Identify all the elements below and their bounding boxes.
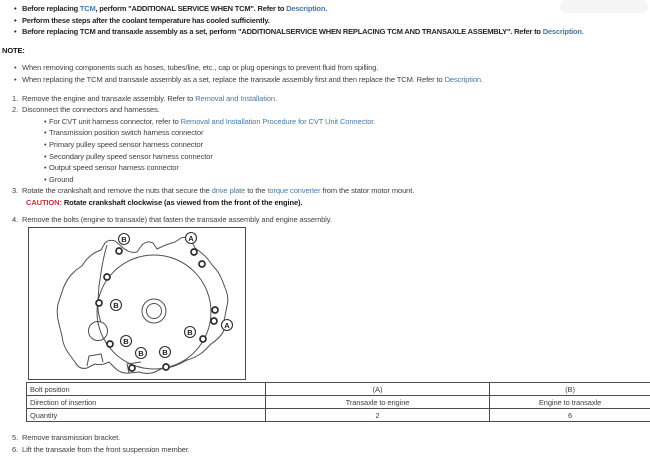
bolt-marker <box>199 261 205 267</box>
svg-text:B: B <box>123 336 129 346</box>
text-segment: Transmission position switch harness connector <box>49 128 204 138</box>
svg-text:B: B <box>121 234 127 244</box>
crank-hub-inner <box>147 304 162 319</box>
link[interactable]: TCM <box>79 4 96 13</box>
bolt-label-B <box>111 300 122 311</box>
step-number: 1. <box>12 93 19 103</box>
text-segment: Lift the transaxle from the front suspension member. <box>22 444 190 454</box>
note-heading: NOTE: <box>2 45 25 55</box>
connector-item <box>2 116 650 128</box>
table-cell: 6 <box>490 409 650 422</box>
link[interactable]: drive plate <box>211 186 246 196</box>
bolt-marker <box>163 364 169 370</box>
text-segment: Remove transmission bracket. <box>22 433 121 443</box>
procedure-steps <box>2 93 650 456</box>
table-cell: (A) <box>266 383 490 396</box>
step-text <box>22 215 332 224</box>
text-segment: Disconnect the connectors and harnesses. <box>22 105 160 115</box>
svg-text:B: B <box>113 300 119 310</box>
transaxle-diagram-svg <box>29 228 245 379</box>
link[interactable]: Removal and Installation Procedure for CVT Unit Connector. <box>180 116 376 126</box>
step-1 <box>2 93 650 105</box>
text-segment: Output speed sensor harness connector <box>49 163 179 173</box>
text-segment: When removing components such as hoses, tubes/line, etc., cap or plug openings to prevent fluid from spilling. <box>22 63 379 73</box>
table-row-header: Direction of insertion <box>27 396 266 409</box>
table-row <box>27 396 650 409</box>
left-flange-line <box>98 245 107 322</box>
bolt-marker <box>200 336 206 342</box>
svg-text:A: A <box>188 233 194 243</box>
step-3 <box>2 185 650 197</box>
crank-hub-outer <box>142 299 166 323</box>
text-segment: Secondary pulley speed sensor harness connector <box>49 151 213 161</box>
bolt-label-B <box>160 347 171 358</box>
connector-item <box>2 174 650 186</box>
table-row-header: Quantity <box>27 409 266 422</box>
bolt-label-B <box>119 234 130 245</box>
text-segment: Primary pulley speed sensor harness connector <box>49 139 203 149</box>
link[interactable]: Description. <box>444 74 483 84</box>
bolt-marker <box>211 318 217 324</box>
note-bullet-list <box>2 62 650 85</box>
text-segment: Before replacing TCM and transaxle assembly as a set, perform "ADDITIONALSERVICE WHEN REPLACING TCM AND TRANSAXLE ASSEMBLY". Refer to <box>22 27 543 37</box>
intro-bullet <box>2 26 650 38</box>
table-cell: (B) <box>490 383 650 396</box>
step-number: 4. <box>12 214 19 224</box>
table-cell: Transaxle to engine <box>266 396 490 409</box>
text-segment: , perform "ADDITIONAL SERVICE WHEN TCM". Refer to <box>95 4 287 13</box>
table-row <box>27 383 650 396</box>
step-number: 5. <box>12 433 19 443</box>
step-number: 3. <box>12 186 19 196</box>
table-row <box>27 409 650 422</box>
link[interactable]: Description. <box>286 4 328 13</box>
svg-text:B: B <box>138 348 144 358</box>
text-segment: Perform these steps after the coolant temperature has cooled sufficiently. <box>22 15 270 25</box>
table-row-header: Bolt position <box>27 383 266 396</box>
text-segment: Remove the engine and transaxle assembly. Refer to <box>22 93 196 103</box>
bolt-marker <box>96 300 102 306</box>
step-4 <box>2 214 650 226</box>
step-text <box>22 433 120 442</box>
bolt-label-B <box>121 336 132 347</box>
svg-text:B: B <box>187 327 193 337</box>
step-number: 2. <box>12 105 19 115</box>
intro-bullet <box>2 3 650 15</box>
svg-text:A: A <box>224 320 230 330</box>
text-segment: CAUTION: <box>26 197 62 207</box>
step-2 <box>2 104 650 116</box>
bell-housing-circle <box>97 255 211 369</box>
intro-bullet-list <box>2 3 650 38</box>
connector-list <box>2 116 650 186</box>
bolt-marker <box>212 307 218 313</box>
note-bullet <box>2 62 650 74</box>
bolt-marker <box>191 249 197 255</box>
bolt-label-A <box>186 233 197 244</box>
text-segment: When replacing the TCM and transaxle assembly as a set, replace the transaxle assembly first and then replace the TCM. Refer to <box>22 74 445 84</box>
transaxle-bolt-diagram <box>28 227 246 380</box>
link[interactable]: Removal and Installation. <box>195 93 277 103</box>
bolt-label-B <box>185 327 196 338</box>
bolt-label-B <box>136 348 147 359</box>
text-segment: Remove the bolts (engine to transaxle) that fasten the transaxle assembly and engine assembly. <box>22 214 332 224</box>
text-segment: from the stator motor mount. <box>320 186 415 196</box>
connector-item <box>2 151 650 163</box>
note-bullet <box>2 74 650 86</box>
connector-item <box>2 162 650 174</box>
step-number: 6. <box>12 444 19 454</box>
table-cell: Engine to transaxle <box>490 396 650 409</box>
table-cell: 2 <box>266 409 490 422</box>
text-segment: Rotate crankshaft clockwise (as viewed from the front of the engine). <box>61 197 303 207</box>
step-text <box>22 105 160 114</box>
step-6 <box>2 444 650 456</box>
caution-note <box>2 197 650 209</box>
intro-bullet <box>2 15 650 27</box>
text-segment: Rotate the crankshaft and remove the nuts that secure the <box>22 186 212 196</box>
bolt-label-A <box>222 320 233 331</box>
bolt-marker <box>129 365 135 371</box>
link[interactable]: Description. <box>542 27 584 37</box>
text-segment: Before replacing <box>22 4 80 13</box>
connector-item <box>2 139 650 151</box>
text-segment: to the <box>245 186 268 196</box>
bolt-marker <box>104 274 110 280</box>
step-text <box>22 94 277 103</box>
step-text <box>22 186 414 195</box>
text-segment: For CVT unit harness connector, refer to <box>49 116 181 126</box>
bolt-spec-table <box>26 382 650 422</box>
link[interactable]: torque converter <box>267 186 321 196</box>
text-segment: Ground <box>49 174 74 184</box>
bolt-marker <box>107 341 113 347</box>
svg-text:B: B <box>162 347 168 357</box>
step-text <box>22 445 190 454</box>
bolt-marker <box>116 248 122 254</box>
connector-item <box>2 127 650 139</box>
step-5 <box>2 432 650 444</box>
